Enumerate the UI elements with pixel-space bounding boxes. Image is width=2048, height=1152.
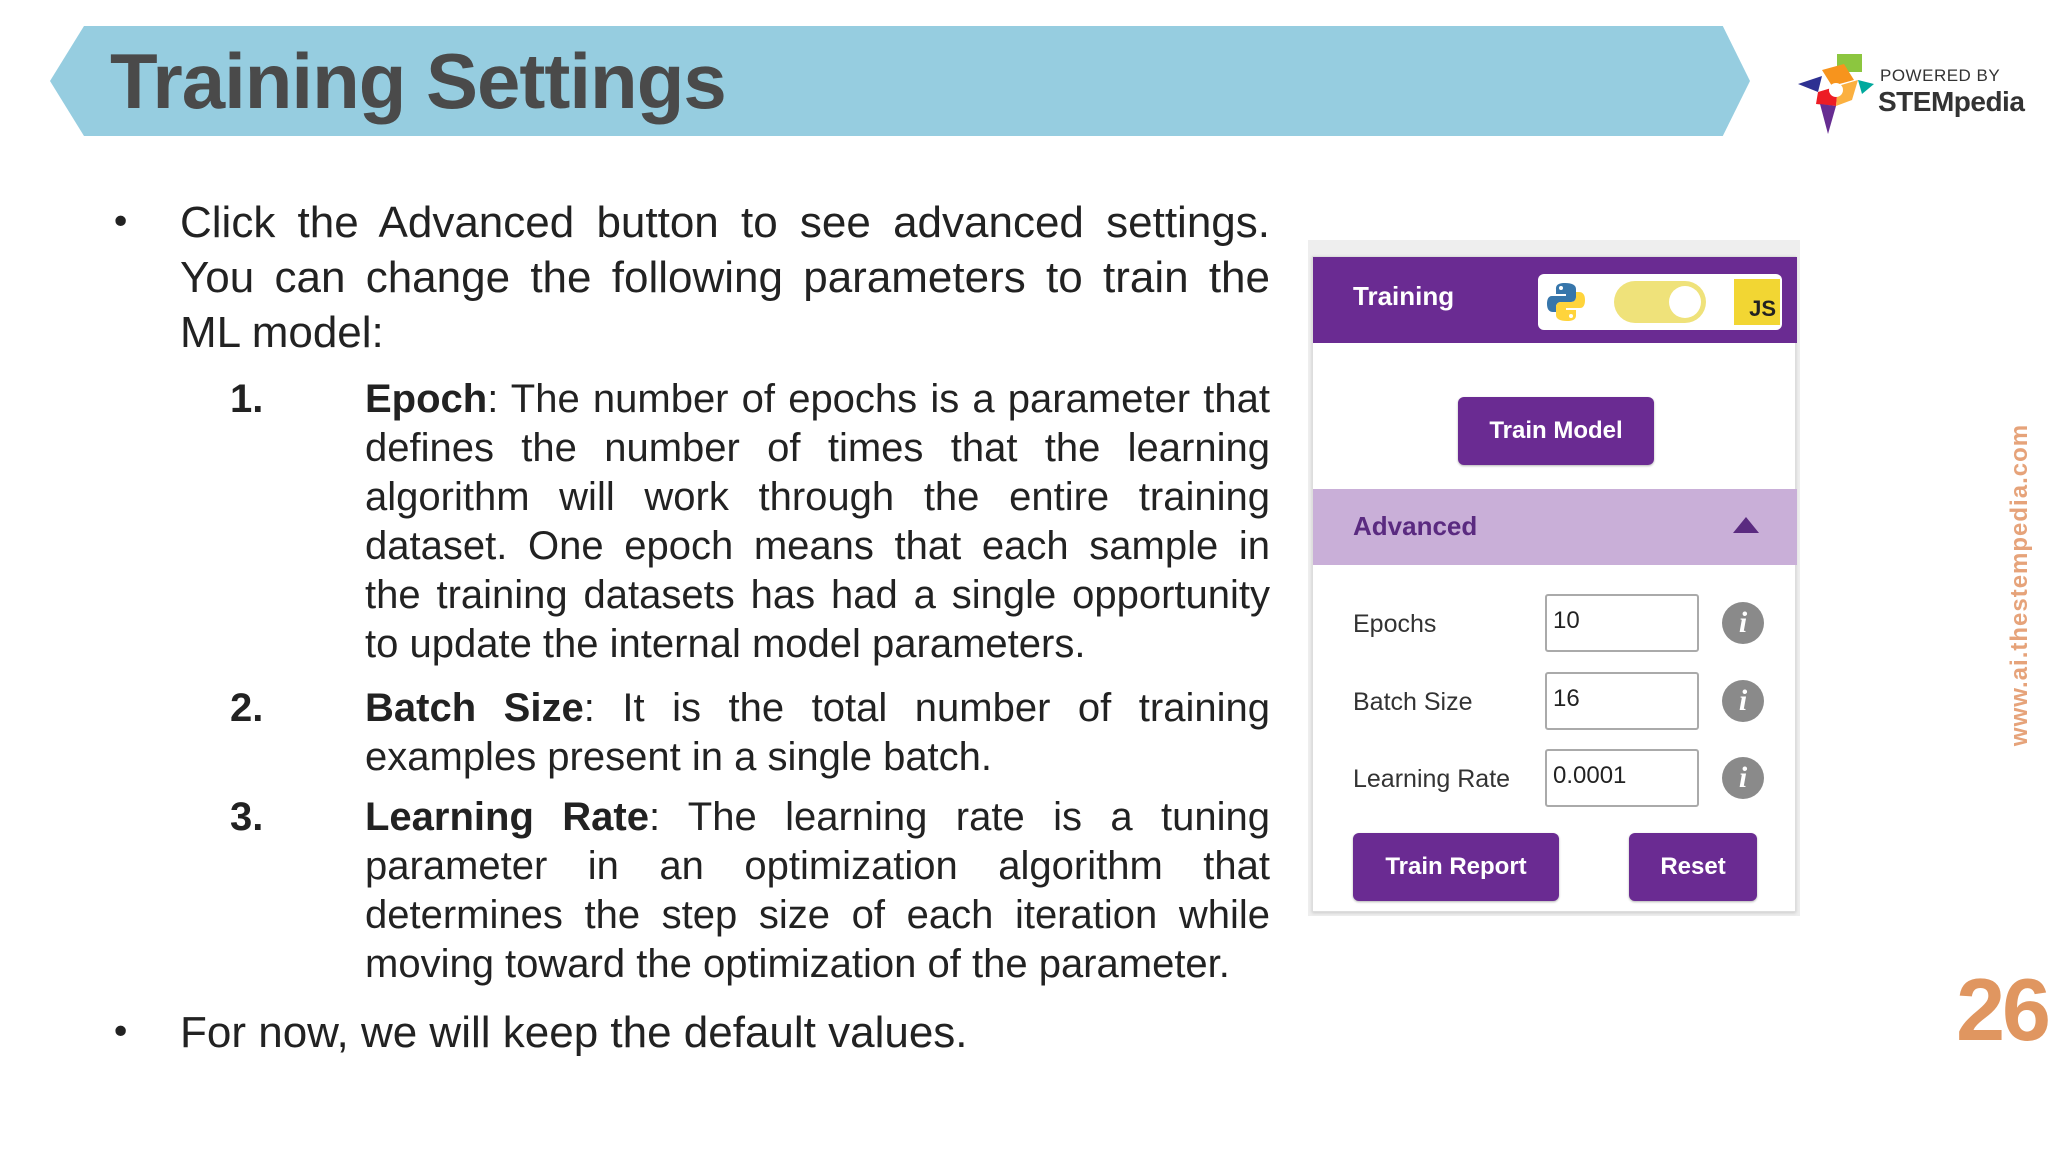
list-number: 2. — [230, 686, 264, 730]
train-model-button[interactable]: Train Model — [1458, 397, 1654, 465]
list-text — [365, 793, 1270, 989]
bullet-dot: • — [110, 202, 132, 243]
logo-name: STEMpedia — [1878, 86, 2025, 117]
toggle-switch[interactable] — [1614, 281, 1706, 323]
js-icon — [1734, 279, 1780, 325]
list-desc: : The learning rate is a tuning parameter in an optimization algorithm that determines the step size of each iteration while moving toward the optimization of the parameter. — [365, 795, 1270, 986]
training-header — [1313, 257, 1797, 343]
advanced-label: Advanced — [1353, 511, 1478, 541]
logo-powered-by: POWERED BY — [1880, 66, 2001, 85]
list-desc: : The number of epochs is a parameter that defines the number of times that the learning algorithm will work through the entire training dataset. One epoch means that each sample in the training datasets has had a single opportunity to update the internal model parameters. — [365, 377, 1270, 666]
page-number: 26 — [1956, 960, 2048, 1059]
list-number: 3. — [230, 795, 264, 839]
side-url — [1990, 420, 2048, 750]
epochs-input[interactable]: 10 — [1545, 594, 1699, 652]
page-title: Training Settings — [110, 37, 726, 125]
bullet-default-text: For now, we will keep the default values. — [180, 1008, 968, 1057]
caret-up-icon — [1733, 517, 1759, 533]
list-item-learning-rate — [230, 793, 1270, 993]
side-url-text: www.ai.thestempedia.com — [2006, 423, 2033, 747]
list-term: Epoch — [365, 377, 488, 421]
training-panel-screenshot — [1308, 240, 1800, 916]
reset-button[interactable]: Reset — [1629, 833, 1757, 901]
info-icon[interactable]: i — [1722, 757, 1764, 799]
stempedia-logo — [1792, 50, 2042, 140]
training-panel — [1312, 256, 1796, 912]
bullet-advanced — [110, 195, 1270, 365]
bullet-default-values — [110, 1005, 1270, 1065]
batch-size-input[interactable]: 16 — [1545, 672, 1699, 730]
epochs-row — [1313, 594, 1797, 652]
batch-size-label: Batch Size — [1353, 688, 1473, 716]
learning-rate-label: Learning Rate — [1353, 765, 1511, 793]
bullet-dot: • — [110, 1012, 132, 1053]
training-title: Training — [1353, 281, 1455, 311]
info-icon[interactable]: i — [1722, 602, 1764, 644]
info-icon[interactable]: i — [1722, 680, 1764, 722]
learning-rate-input[interactable]: 0.0001 — [1545, 749, 1699, 807]
stempedia-logo-mark — [1792, 50, 1882, 140]
python-icon — [1544, 280, 1588, 324]
advanced-section-toggle[interactable] — [1313, 489, 1797, 565]
list-term: Learning Rate — [365, 795, 649, 839]
batch-size-row — [1313, 672, 1797, 730]
bullet-advanced-text: Click the Advanced button to see advanced settings. You can change the following parameters to train the ML model: — [180, 198, 1270, 357]
list-text — [365, 684, 1270, 782]
js-label: JS — [1749, 296, 1776, 321]
toggle-knob — [1669, 286, 1701, 318]
list-text — [365, 375, 1270, 669]
list-term: Batch Size — [365, 686, 584, 730]
epochs-label: Epochs — [1353, 610, 1437, 638]
list-item-batch-size — [230, 684, 1270, 784]
list-desc: : It is the total number of training examples present in a single batch. — [365, 686, 1270, 779]
language-toggle[interactable] — [1538, 274, 1782, 330]
list-number: 1. — [230, 377, 264, 421]
list-item-epoch — [230, 375, 1270, 675]
learning-rate-row — [1313, 749, 1797, 807]
train-report-button[interactable]: Train Report — [1353, 833, 1559, 901]
